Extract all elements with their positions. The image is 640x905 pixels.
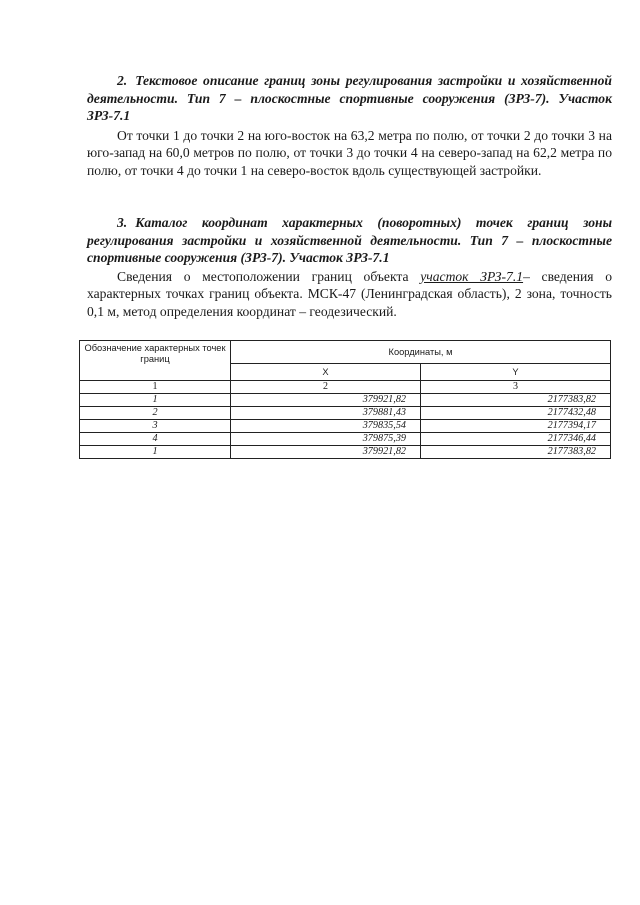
point-id: 1 [80, 446, 231, 459]
section-2-number: 2. [117, 73, 128, 88]
header-point-designation: Обозначение характерных точек границ [80, 341, 231, 381]
coord-y: 2177394,17 [421, 420, 611, 433]
section-3-body-suffix: – сведения о характерных точках границ объекта. МСК-47 (Ленинградская область), 2 зона, точность 0,1 м, метод определения координат – геодезический. [87, 268, 612, 319]
section-3 [87, 214, 612, 321]
point-id: 2 [80, 407, 231, 420]
point-id: 4 [80, 433, 231, 446]
coord-y: 2177383,82 [421, 394, 611, 407]
section-3-heading-text: Каталог координат характерных (поворотных) точек границ зоны регулирования застройки и хозяйственной деятельности. Тип 7 – плоскостные спортивные сооружения (ЗРЗ-7). Участок ЗРЗ-7.1 [87, 215, 612, 265]
table-header-row [80, 341, 611, 364]
table-row [80, 433, 611, 446]
column-number: 2 [231, 381, 421, 394]
point-id: 3 [80, 420, 231, 433]
section-2-heading [87, 72, 612, 125]
column-number: 3 [421, 381, 611, 394]
header-y: Y [421, 364, 611, 381]
column-number: 1 [80, 381, 231, 394]
coord-y: 2177432,48 [421, 407, 611, 420]
point-id: 1 [80, 394, 231, 407]
table-row [80, 446, 611, 459]
section-3-body-prefix: Сведения о местоположении границ объекта [117, 268, 421, 284]
coord-x: 379921,82 [231, 394, 421, 407]
column-number-row [80, 381, 611, 394]
coord-x: 379881,43 [231, 407, 421, 420]
section-3-heading [87, 214, 612, 267]
table-row [80, 394, 611, 407]
table-row [80, 407, 611, 420]
table-row [80, 420, 611, 433]
section-2-body: От точки 1 до точки 2 на юго-восток на 63,2 метра по полю, от точки 2 до точки 3 на юго-запад на 60,0 метров по полю, от точки 3 до точки 4 на северо-запад на 62,2 метра по полю, от точки 4 до точки 1 на северо-восток вдоль существующей застройки. [87, 127, 612, 178]
coord-x: 379835,54 [231, 420, 421, 433]
section-2 [87, 72, 612, 180]
header-coordinates: Координаты, м [231, 341, 611, 364]
section-2-heading-text: Текстовое описание границ зоны регулирования застройки и хозяйственной деятельности. Тип 7 – плоскостные спортивные сооружения (ЗРЗ-7). Участок ЗРЗ-7.1 [87, 73, 612, 123]
section-3-number: 3. [117, 215, 128, 230]
coord-x: 379875,39 [231, 433, 421, 446]
header-x: X [231, 364, 421, 381]
coord-x: 379921,82 [231, 446, 421, 459]
section-3-body [87, 268, 612, 321]
coordinates-table [79, 340, 611, 459]
coord-y: 2177346,44 [421, 433, 611, 446]
coord-y: 2177383,82 [421, 446, 611, 459]
plot-reference: участок ЗРЗ-7.1 [420, 268, 524, 284]
